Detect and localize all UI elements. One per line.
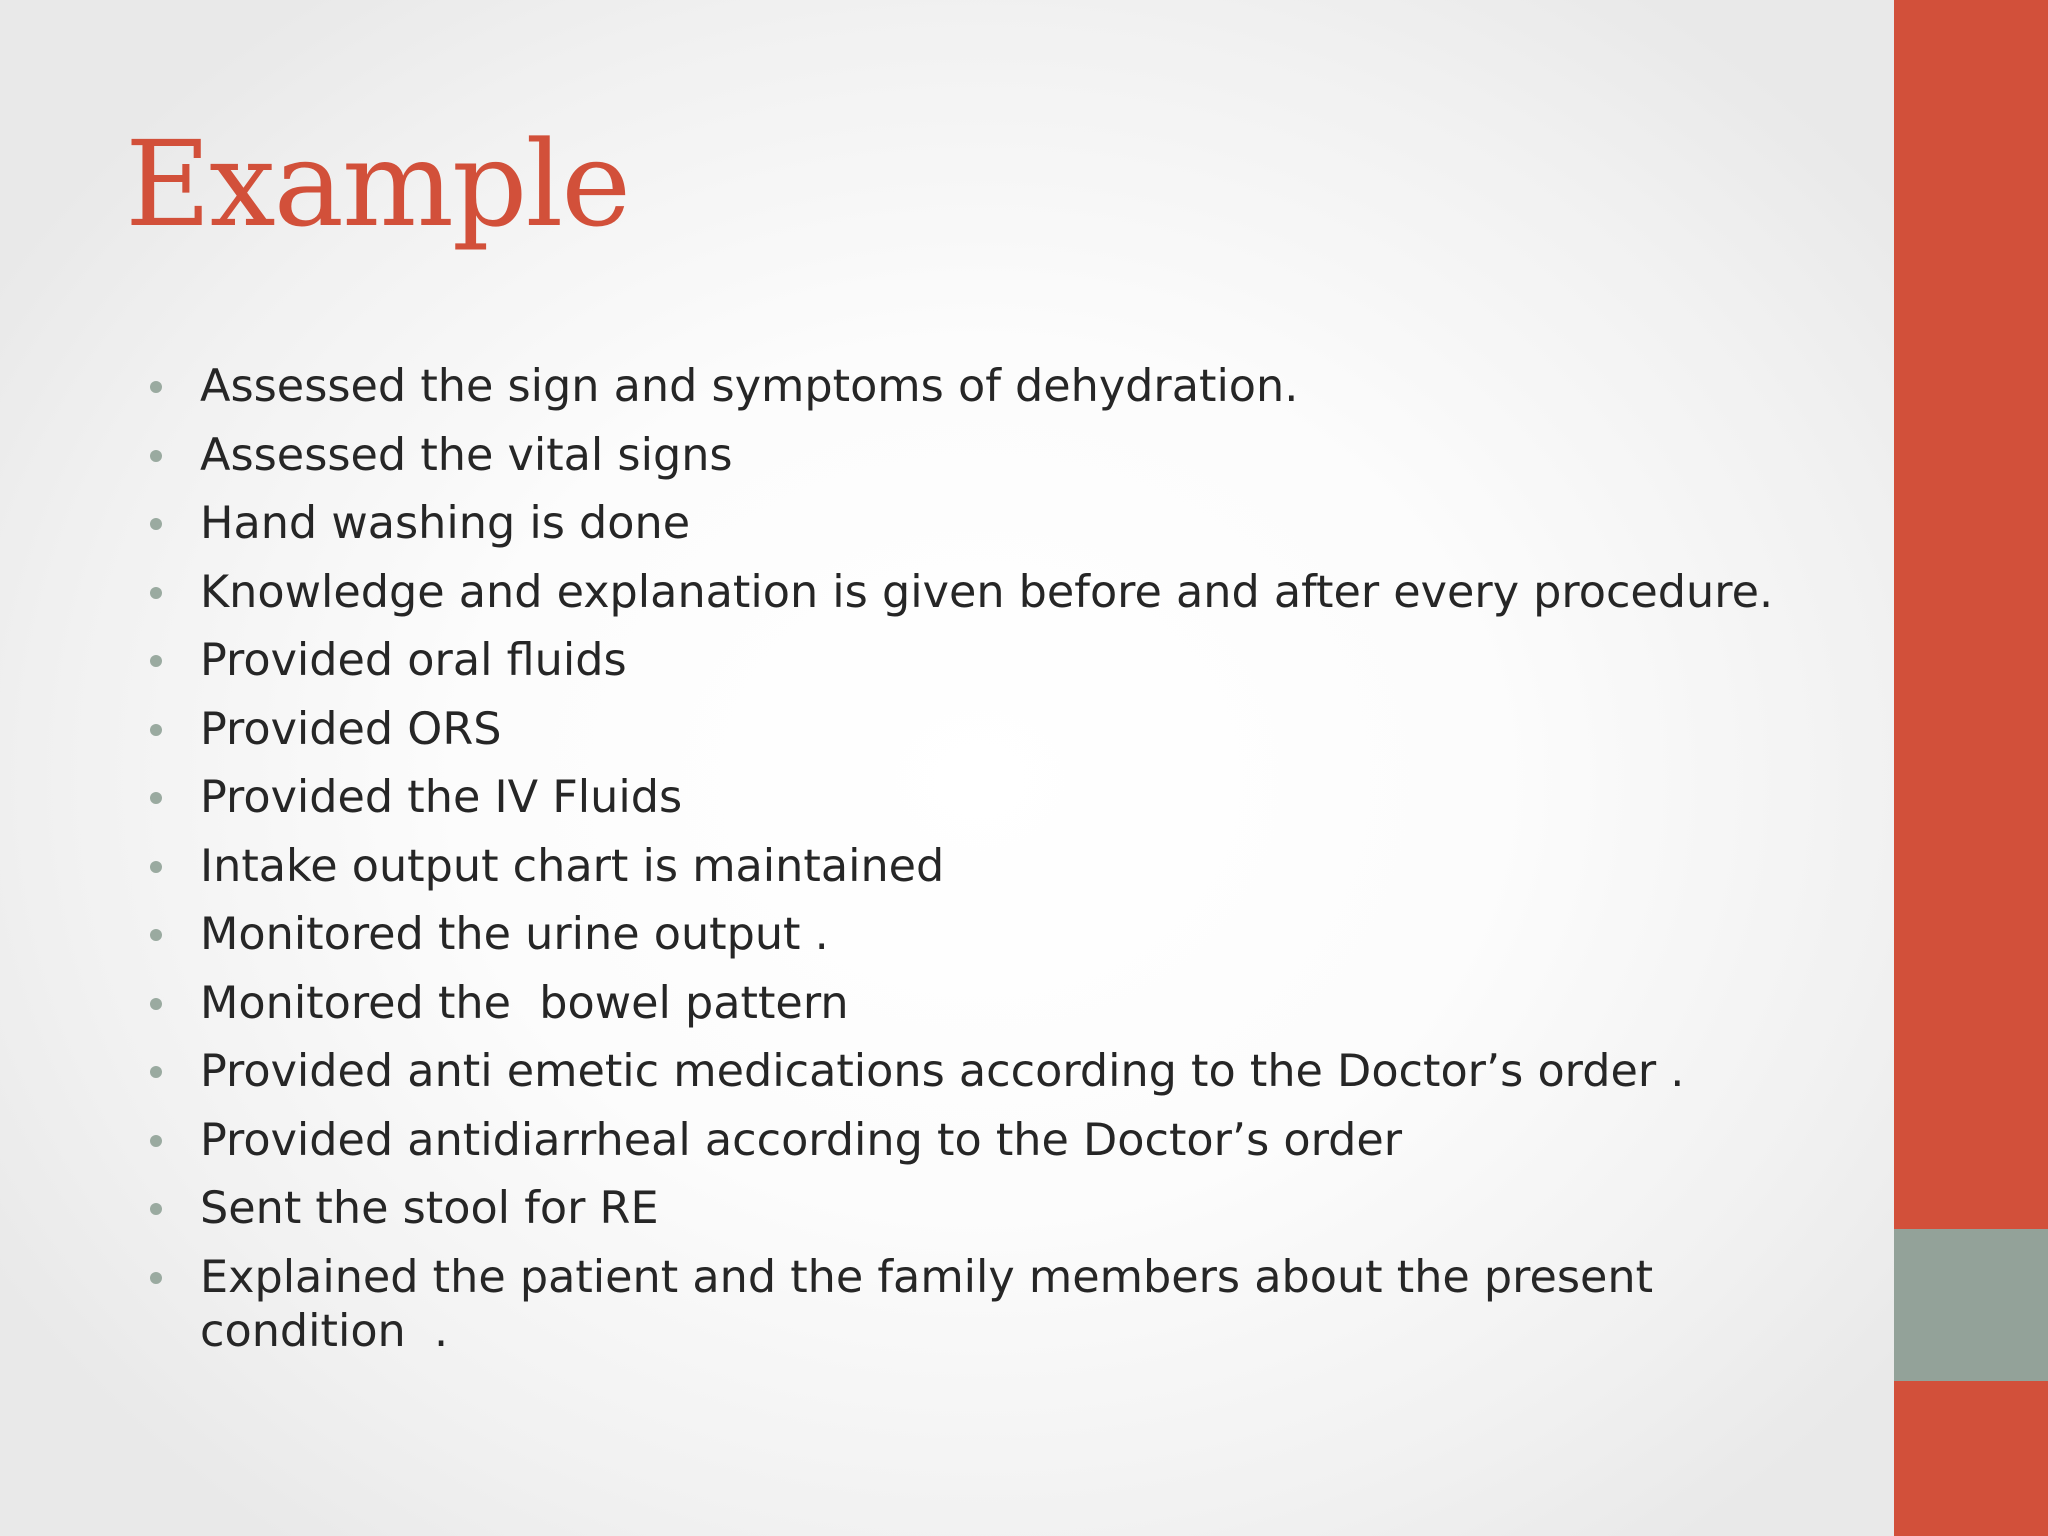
- list-item: [148, 1182, 1808, 1236]
- list-item: [148, 840, 1808, 894]
- bullet-text: Provided the IV Fluids: [200, 772, 683, 823]
- bullet-text: Monitored the bowel pattern: [200, 977, 849, 1029]
- bullet-dot-icon: [150, 929, 162, 941]
- bullet-text: Explained the patient and the family members about the present condition .: [200, 1251, 1668, 1357]
- bullet-dot-icon: [150, 655, 162, 667]
- list-item: [148, 1114, 1808, 1168]
- bullet-text: Sent the stool for RE: [200, 1183, 659, 1234]
- bullet-dot-icon: [150, 792, 162, 804]
- bullet-dot-icon: [150, 1272, 162, 1284]
- bullet-dot-icon: [150, 861, 162, 873]
- list-item: [148, 497, 1808, 551]
- bullet-text: Provided oral fluids: [200, 635, 627, 686]
- bullet-text: Assessed the vital signs: [200, 429, 733, 481]
- bullet-dot-icon: [150, 1066, 162, 1078]
- bullet-dot-icon: [150, 1203, 162, 1215]
- bullet-text: Intake output chart is maintained: [200, 840, 945, 892]
- bullet-text: Provided anti emetic medications according to the Doctor’s order .: [200, 1046, 1685, 1097]
- list-item: [148, 634, 1808, 688]
- bullet-text: Monitored the urine output .: [200, 909, 829, 960]
- bullet-text: Provided antidiarrheal according to the Doctor’s order: [200, 1114, 1403, 1166]
- bullet-text: Assessed the sign and symptoms of dehydration.: [200, 361, 1299, 412]
- bullet-dot-icon: [150, 1135, 162, 1147]
- bullet-text: Provided ORS: [200, 703, 502, 755]
- list-item: [148, 1045, 1808, 1099]
- list-item: [148, 1251, 1808, 1359]
- list-item: [148, 771, 1808, 825]
- bullet-text: Hand washing is done: [200, 498, 691, 549]
- bullet-list: [148, 360, 1808, 1373]
- list-item: [148, 566, 1808, 620]
- bullet-dot-icon: [150, 518, 162, 530]
- bullet-dot-icon: [150, 587, 162, 599]
- accent-block: [1894, 1229, 2048, 1381]
- bullet-dot-icon: [150, 724, 162, 736]
- list-item: [148, 429, 1808, 483]
- list-item: [148, 977, 1808, 1031]
- bullet-dot-icon: [150, 450, 162, 462]
- list-item: [148, 703, 1808, 757]
- slide-title: Example: [125, 115, 630, 253]
- bullet-dot-icon: [150, 998, 162, 1010]
- bullet-text: Knowledge and explanation is given before and after every procedure.: [200, 566, 1774, 618]
- bullet-dot-icon: [150, 381, 162, 393]
- list-item: [148, 360, 1808, 414]
- list-item: [148, 908, 1808, 962]
